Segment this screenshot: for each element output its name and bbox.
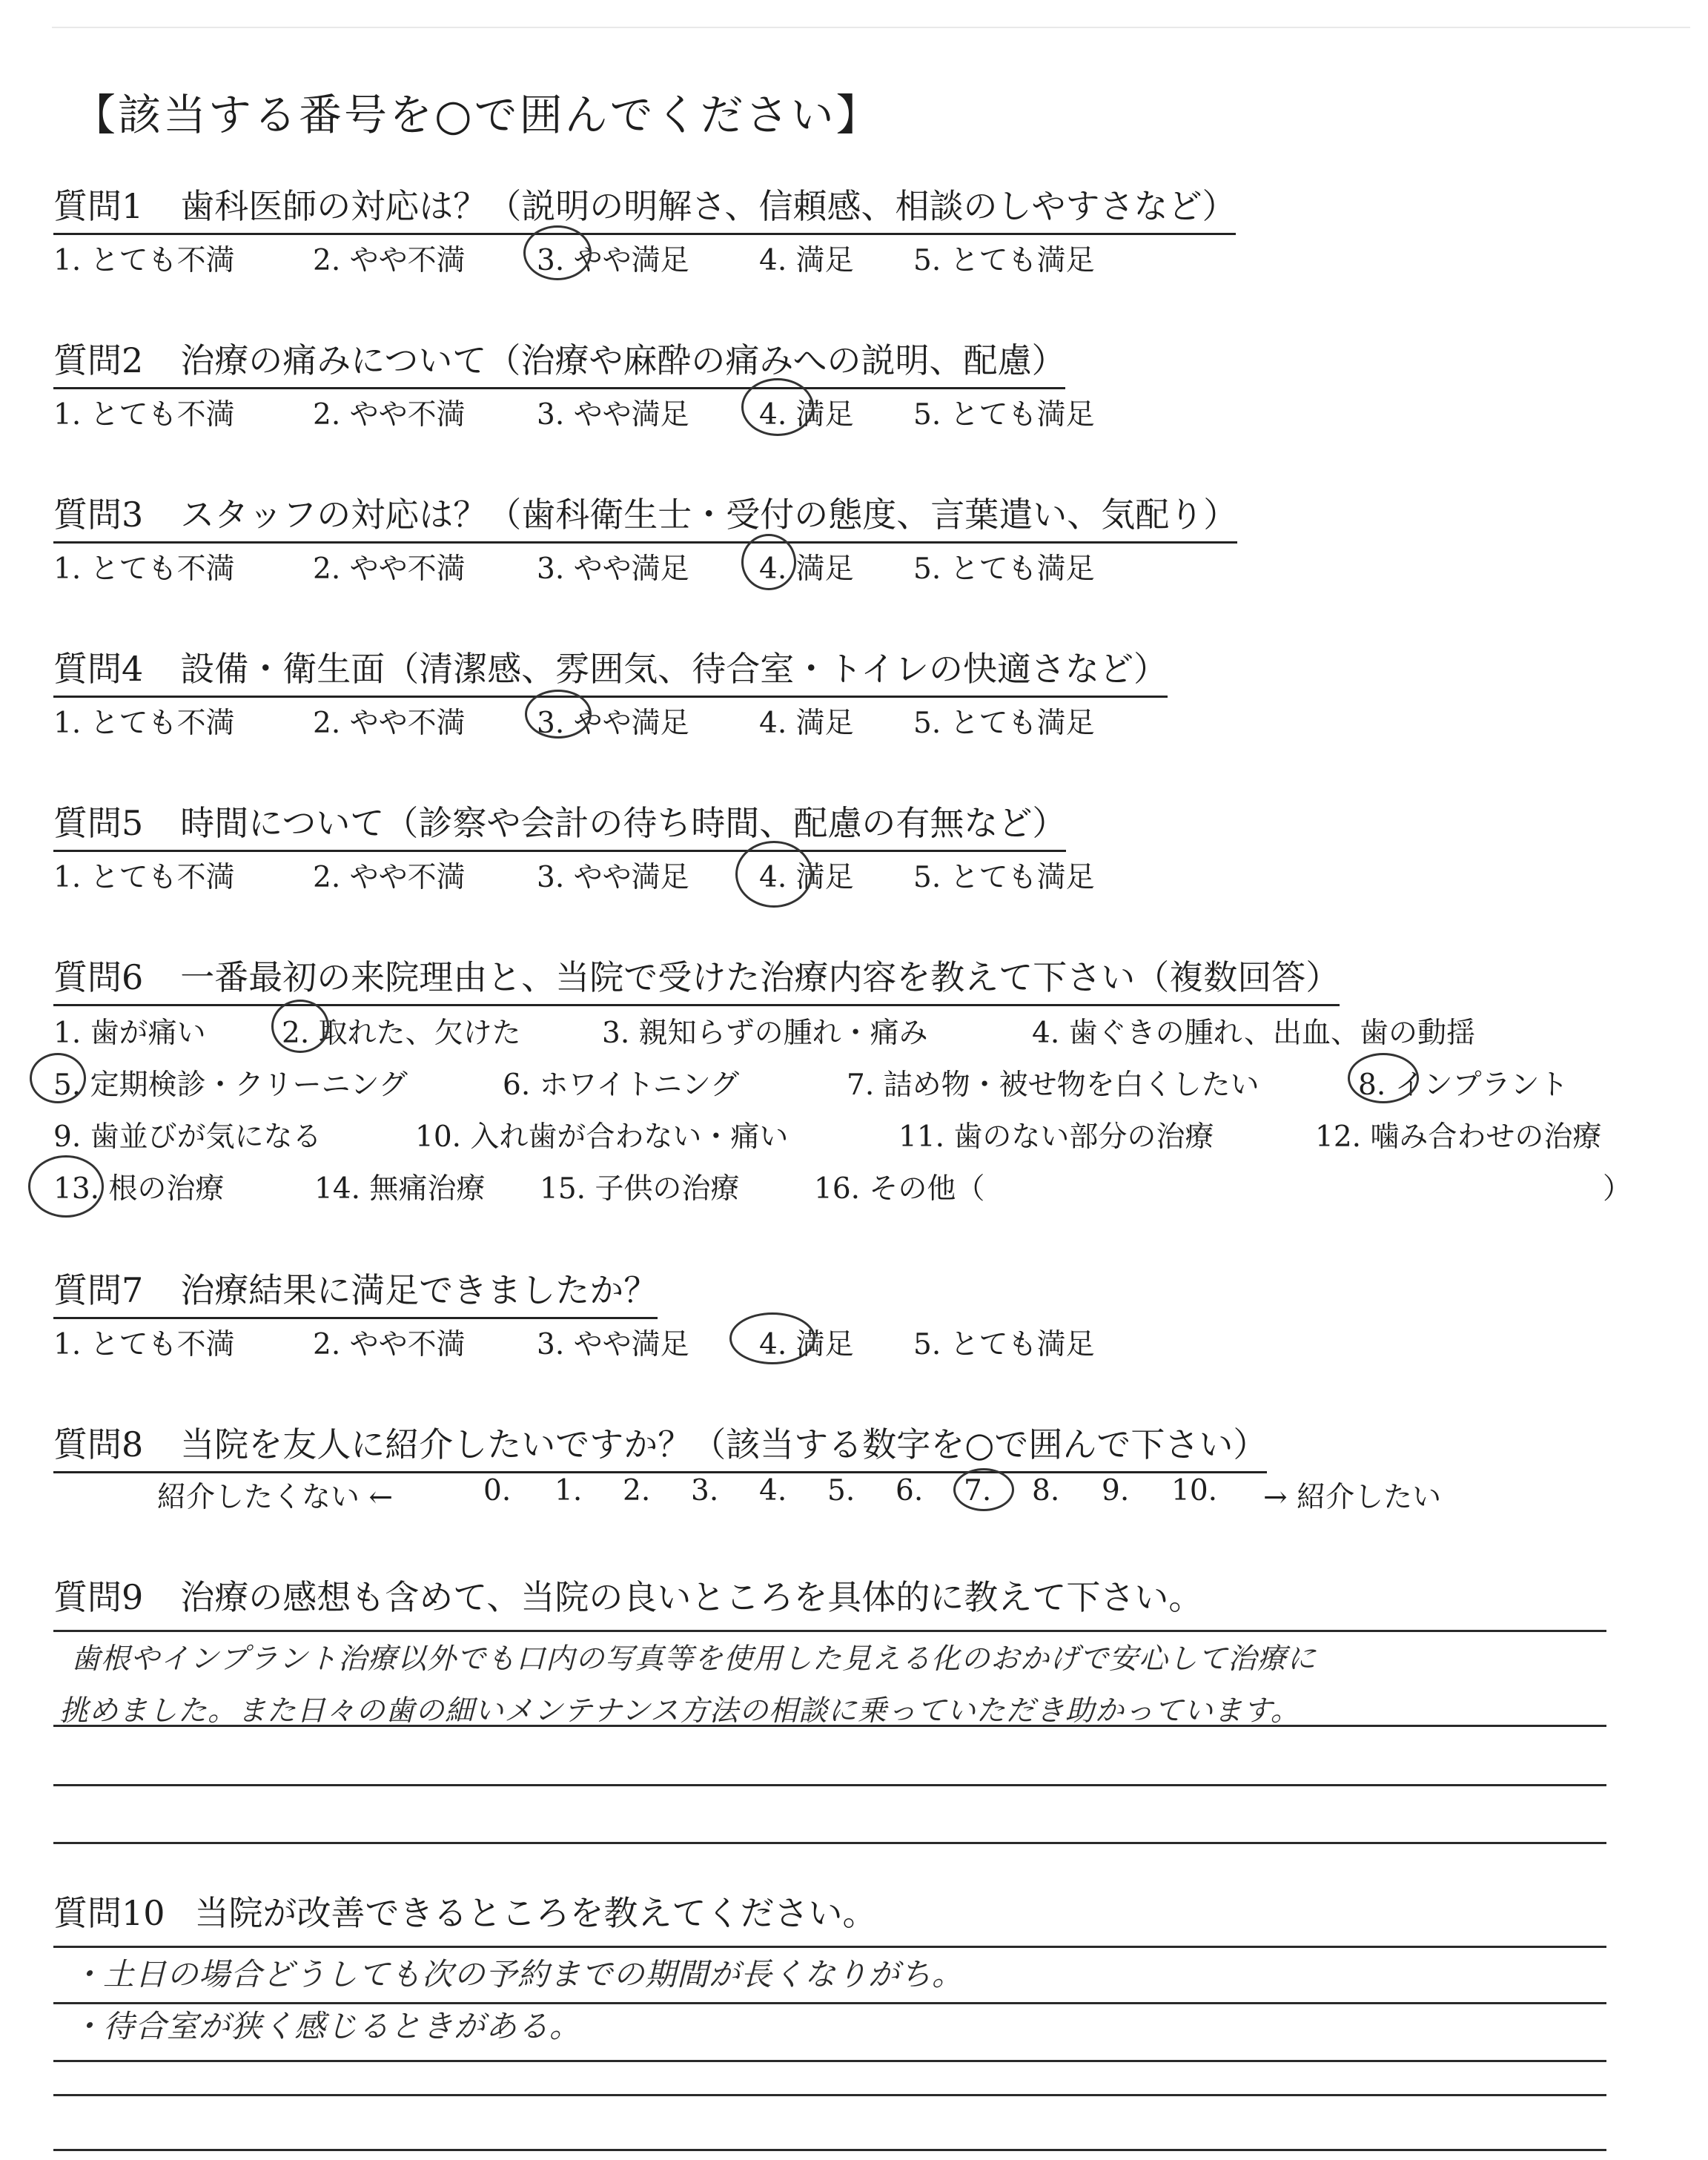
q4-option-4[interactable]: 4. 満足 — [759, 707, 854, 740]
q1-option-4[interactable]: 4. 満足 — [759, 244, 854, 277]
q8-option-4[interactable]: 4. — [759, 1474, 787, 1507]
q10-answer-line-5 — [53, 2149, 1606, 2151]
q8-option-6[interactable]: 6. — [896, 1474, 924, 1507]
q1-option-5[interactable]: 5. とても満足 — [913, 244, 1095, 277]
question-7-text: 治療結果に満足できましたか？ — [180, 1270, 658, 1310]
q2-option-4[interactable]: 4. 満足 — [759, 398, 854, 432]
question-8-number: 質問8 — [53, 1424, 144, 1464]
question-9-number: 質問9 — [53, 1577, 144, 1617]
q1-option-1[interactable]: 1. とても不満 — [53, 244, 235, 277]
q3-selection-circle — [741, 534, 796, 590]
q9-answer-line-4 — [53, 1842, 1606, 1844]
question-5-title — [53, 796, 1066, 852]
question-4-title — [53, 642, 1168, 698]
q8-option-8[interactable]: 8. — [1032, 1474, 1060, 1507]
q8-label-recommend: → 紹介したい — [1263, 1481, 1442, 1514]
question-9-text: 治療の感想も含めて、当院の良いところを具体的に教えて下さい。 — [180, 1577, 1203, 1617]
question-9-title — [53, 1571, 1202, 1624]
q8-option-7[interactable]: 7. — [964, 1474, 992, 1507]
question-3-text: スタッフの対応は？（歯科衛生士・受付の態度、言葉遣い、気配り） — [180, 495, 1238, 535]
question-2-number: 質問2 — [53, 340, 144, 380]
q7-option-2[interactable]: 2. やや不満 — [313, 1328, 466, 1361]
q6-option-11[interactable]: 11. 歯のない部分の治療 — [898, 1120, 1214, 1154]
q1-option-3[interactable]: 3. やや満足 — [537, 244, 689, 277]
q7-option-4[interactable]: 4. 満足 — [759, 1328, 854, 1361]
q6-selection-circle-13 — [28, 1155, 104, 1218]
question-8-text: 当院を友人に紹介したいですか？（該当する数字を○で囲んで下さい） — [180, 1424, 1268, 1464]
q10-answer-text-2: ・待合室が狭く感じるときがある。 — [71, 2008, 582, 2044]
question-3-number: 質問3 — [53, 495, 144, 535]
q9-answer-text-1: 歯根やインプラント治療以外でも口内の写真等を使用した見える化のおかげで安心して治療に — [71, 1642, 1317, 1676]
q6-option-7[interactable]: 7. 詰め物・被せ物を白くしたい — [847, 1069, 1260, 1102]
q2-option-3[interactable]: 3. やや満足 — [537, 398, 689, 432]
question-10-text: 当院が改善できるところを教えてください。 — [194, 1893, 877, 1933]
q2-option-5[interactable]: 5. とても満足 — [913, 398, 1095, 432]
q2-option-2[interactable]: 2. やや不満 — [313, 398, 466, 432]
form-instruction-header: 【該当する番号を○で囲んでください】 — [73, 90, 881, 140]
q6-option-5[interactable]: 5. 定期検診・クリーニング — [53, 1069, 408, 1102]
question-5-text: 時間について（診察や会計の待ち時間、配慮の有無など） — [180, 803, 1067, 843]
q8-option-1[interactable]: 1. — [555, 1474, 583, 1507]
q6-option-8[interactable]: 8. インプラント — [1358, 1069, 1569, 1102]
q4-option-1[interactable]: 1. とても不満 — [53, 707, 235, 740]
question-6-number: 質問6 — [53, 957, 144, 997]
q6-option-10[interactable]: 10. 入れ歯が合わない・痛い — [415, 1120, 789, 1154]
q10-answer-line-1 — [53, 1946, 1606, 1948]
q5-option-1[interactable]: 1. とても不満 — [53, 861, 235, 894]
q4-option-2[interactable]: 2. やや不満 — [313, 707, 466, 740]
q6-option-14[interactable]: 14. 無痛治療 — [314, 1172, 486, 1206]
q3-option-3[interactable]: 3. やや満足 — [537, 552, 689, 586]
question-1-title — [53, 179, 1236, 235]
question-10-title — [53, 1886, 877, 1940]
question-4-text: 設備・衛生面（清潔感、雰囲気、待合室・トイレの快適さなど） — [180, 649, 1168, 689]
q8-option-9[interactable]: 9. — [1102, 1474, 1130, 1507]
q4-option-3[interactable]: 3. やや満足 — [537, 707, 689, 740]
question-3-title — [53, 488, 1237, 544]
q6-option-16[interactable]: 16. その他（ — [814, 1172, 985, 1206]
q8-option-10[interactable]: 10. — [1171, 1474, 1218, 1507]
q7-option-1[interactable]: 1. とても不満 — [53, 1328, 235, 1361]
q6-option-15[interactable]: 15. 子供の治療 — [540, 1172, 740, 1206]
question-10-number: 質問10 — [53, 1893, 165, 1933]
question-4-number: 質問4 — [53, 649, 144, 689]
q6-option-1[interactable]: 1. 歯が痛い — [53, 1017, 206, 1050]
q3-option-4[interactable]: 4. 満足 — [759, 552, 854, 586]
q6-option-3[interactable]: 3. 親知らずの腫れ・痛み — [602, 1017, 928, 1050]
q6-option-2[interactable]: 2. 取れた、欠けた — [282, 1017, 521, 1050]
q7-selection-circle — [729, 1312, 815, 1364]
question-2-title — [53, 334, 1065, 389]
q9-answer-text-2: 挑めました。また日々の歯の細いメンテナンス方法の相談に乗っていただき助かっています。 — [59, 1694, 1300, 1728]
q5-option-3[interactable]: 3. やや満足 — [537, 861, 689, 894]
question-1-number: 質問1 — [53, 186, 144, 226]
q6-selection-circle-5 — [30, 1053, 86, 1103]
question-7-number: 質問7 — [53, 1270, 144, 1310]
question-2-text: 治療の痛みについて（治療や麻酔の痛みへの説明、配慮） — [180, 340, 1066, 380]
question-5-number: 質問5 — [53, 803, 144, 843]
q5-option-4[interactable]: 4. 満足 — [759, 861, 854, 894]
q8-option-5[interactable]: 5. — [827, 1474, 855, 1507]
q6-option-13[interactable]: 13. 根の治療 — [53, 1172, 225, 1206]
q8-option-3[interactable]: 3. — [691, 1474, 719, 1507]
q4-option-5[interactable]: 5. とても満足 — [913, 707, 1095, 740]
q9-answer-line-1 — [53, 1630, 1606, 1632]
question-7-title — [53, 1264, 658, 1319]
q7-option-5[interactable]: 5. とても満足 — [913, 1328, 1095, 1361]
q6-option-6[interactable]: 6. ホワイトニング — [503, 1069, 740, 1102]
question-6-text: 一番最初の来院理由と、当院で受けた治療内容を教えて下さい（複数回答） — [180, 957, 1340, 997]
q6-option-12[interactable]: 12. 噛み合わせの治療 — [1315, 1120, 1602, 1154]
question-1-text: 歯科医師の対応は？（説明の明解さ、信頼感、相談のしやすさなど） — [180, 186, 1237, 226]
q6-selection-circle-8 — [1348, 1053, 1419, 1103]
q3-option-5[interactable]: 5. とても満足 — [913, 552, 1095, 586]
q7-option-3[interactable]: 3. やや満足 — [537, 1328, 689, 1361]
q5-option-2[interactable]: 2. やや不満 — [313, 861, 466, 894]
question-6-title — [53, 951, 1340, 1006]
q5-selection-circle — [735, 841, 812, 908]
q1-selection-circle — [523, 225, 592, 280]
q8-option-2[interactable]: 2. — [623, 1474, 651, 1507]
q8-label-not-recommend: 紹介したくない ← — [157, 1481, 394, 1514]
q4-selection-circle — [525, 690, 592, 739]
q6-selection-circle-2 — [271, 1000, 329, 1053]
q6-option-16-close: ） — [1603, 1172, 1632, 1206]
q9-answer-line-3 — [53, 1784, 1606, 1786]
q10-answer-line-4 — [53, 2094, 1606, 2096]
q3-option-2[interactable]: 2. やや不満 — [313, 552, 466, 586]
q2-selection-circle — [741, 378, 814, 436]
q5-option-5[interactable]: 5. とても満足 — [913, 861, 1095, 894]
q1-option-2[interactable]: 2. やや不満 — [313, 244, 466, 277]
q8-selection-circle — [953, 1468, 1014, 1511]
q10-answer-line-3 — [53, 2060, 1606, 2062]
q2-option-1[interactable]: 1. とても不満 — [53, 398, 235, 432]
q6-option-4[interactable]: 4. 歯ぐきの腫れ、出血、歯の動揺 — [1032, 1017, 1475, 1050]
page-top-edge — [52, 27, 1690, 28]
question-8-title — [53, 1418, 1267, 1473]
q10-answer-text-1: ・土日の場合どうしても次の予約までの期間が長くなりがち。 — [71, 1956, 964, 1992]
q8-option-0[interactable]: 0. — [483, 1474, 512, 1507]
q6-option-9[interactable]: 9. 歯並びが気になる — [53, 1120, 322, 1154]
q3-option-1[interactable]: 1. とても不満 — [53, 552, 235, 586]
